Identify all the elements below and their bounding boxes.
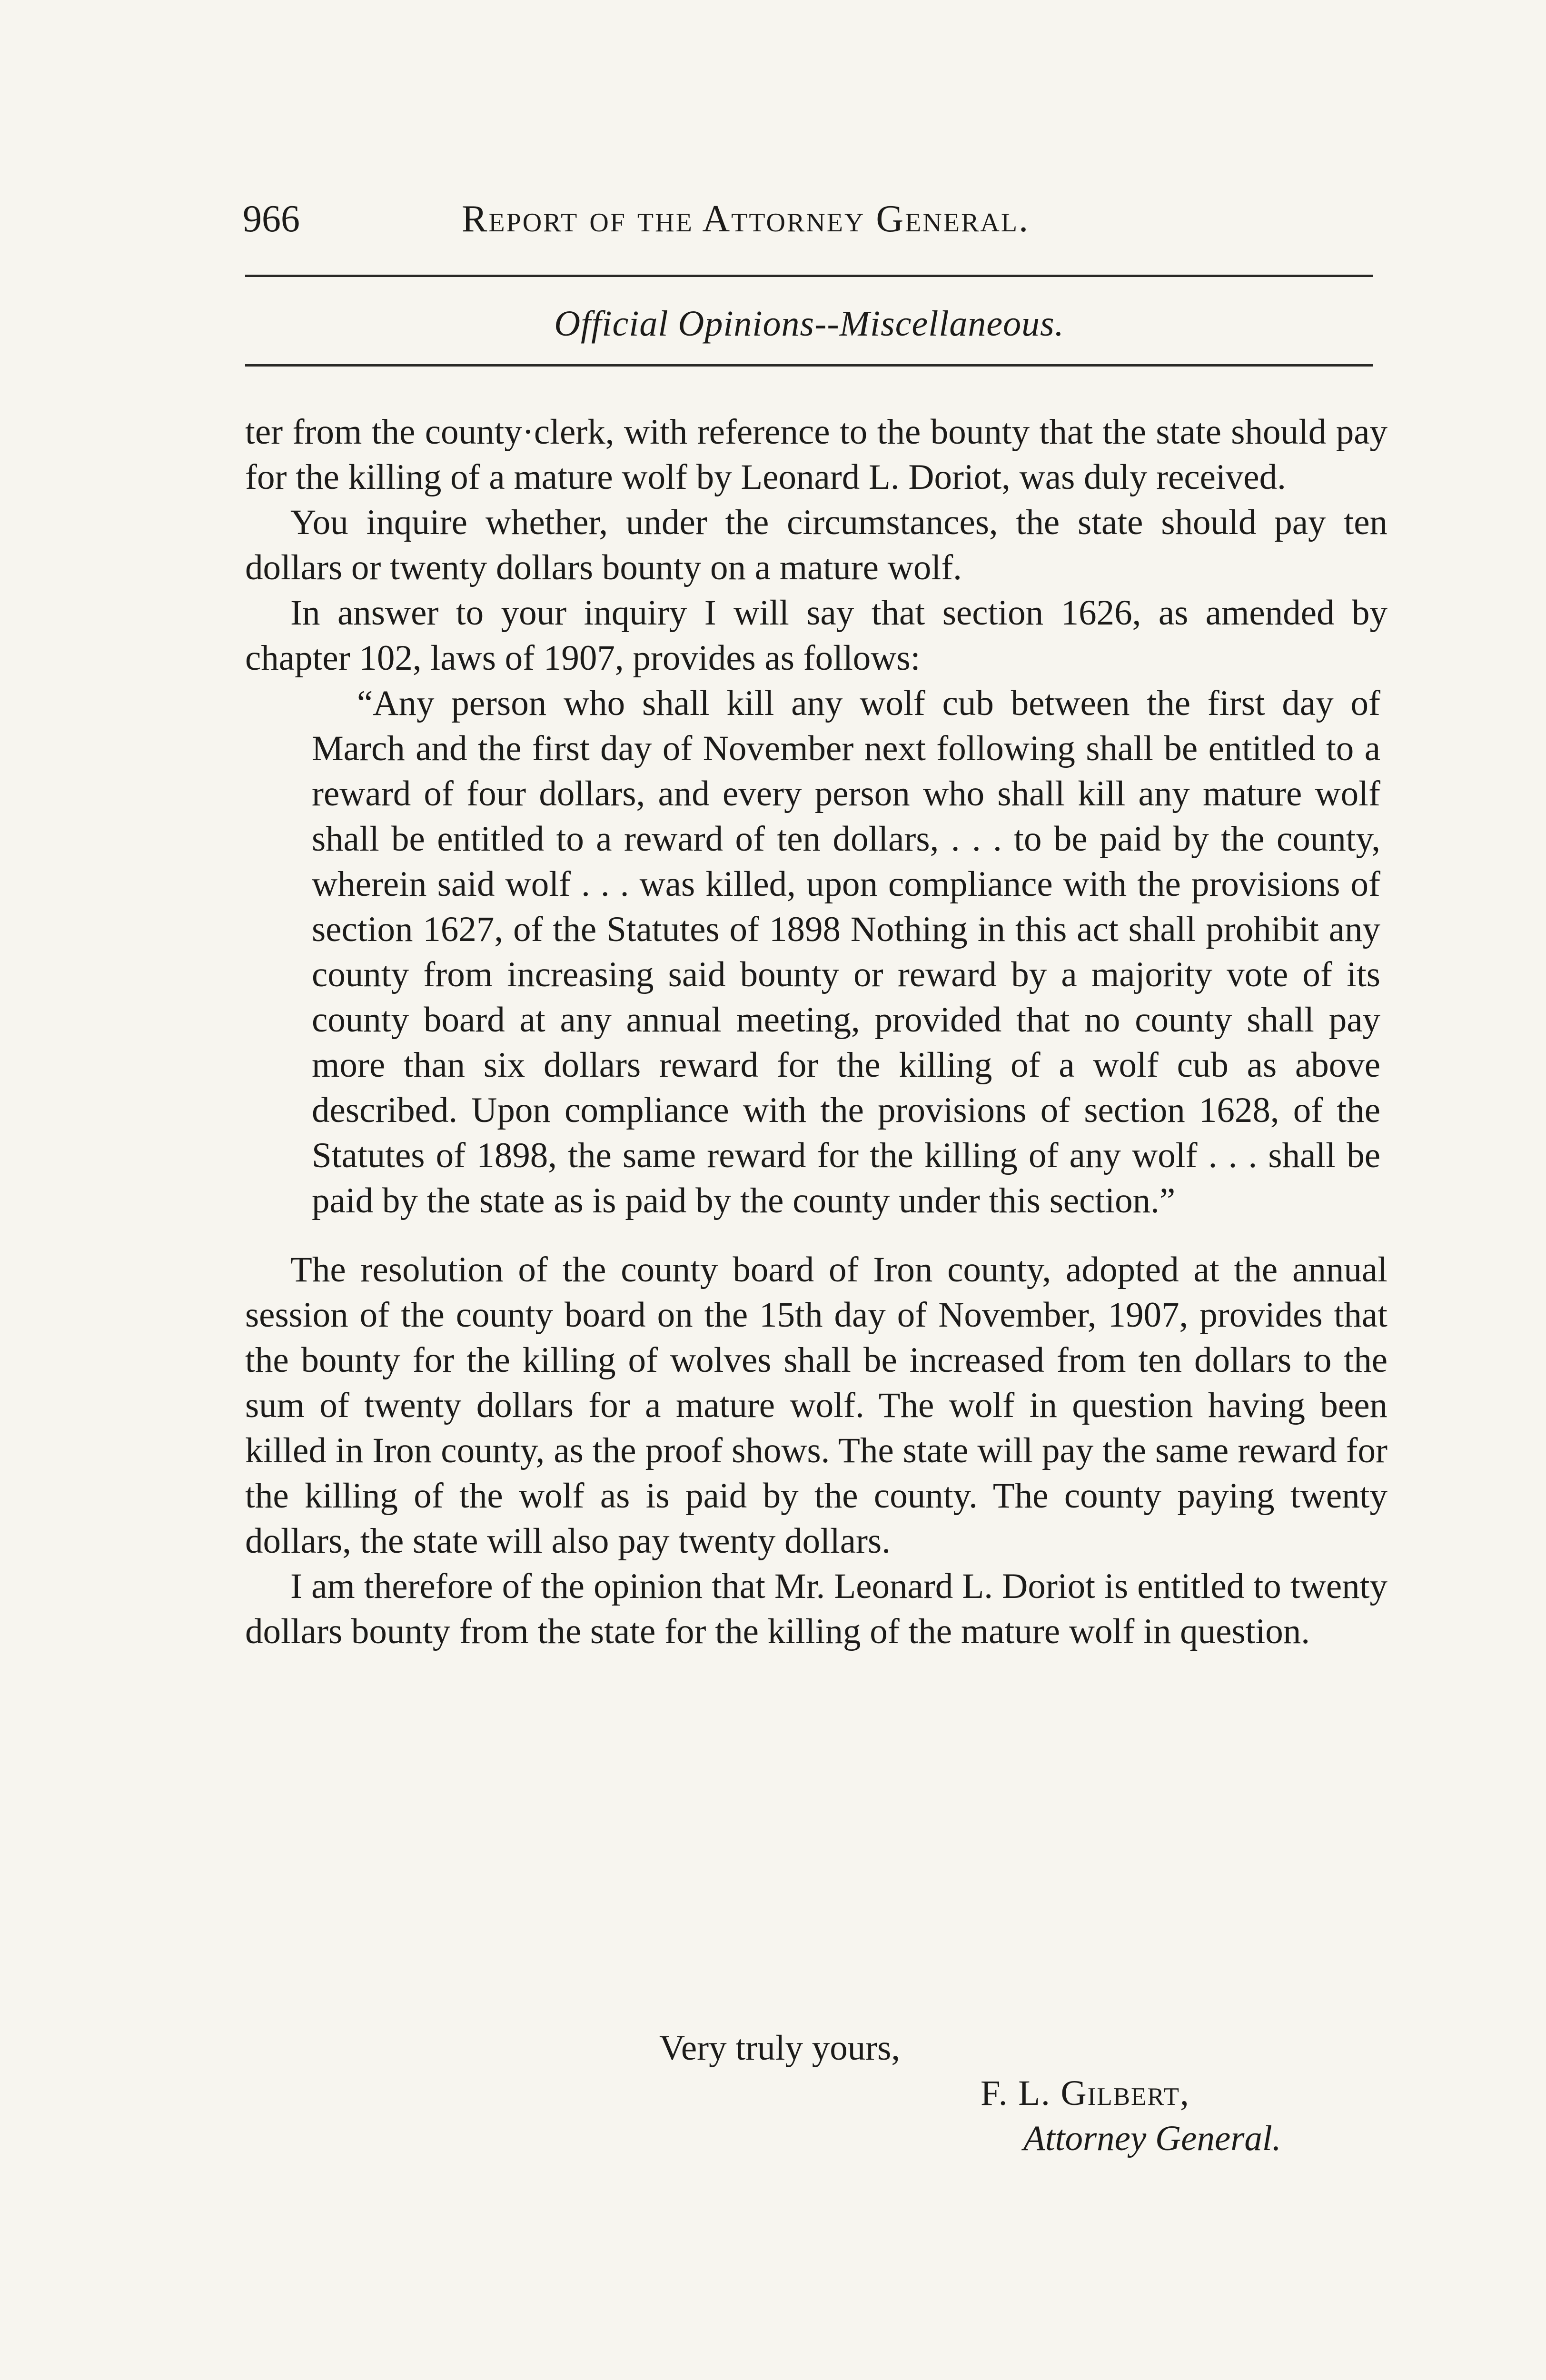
running-head (243, 190, 1376, 248)
statute-quotation: “Any person who shall kill any wolf cub between the first day of March and the first day of November next following shall be entitled to a reward of four dollars, and every person who shall kill any mature wolf shall be entitled to a reward of ten dollars, . . . to be paid by the county, wherein said wolf . . . was killed, upon compliance with the provisions of section 1627, of the Statutes of 1898 Nothing in this act shall prohibit any county from increasing said bounty or reward by a majority vote of its county board at any annual meeting, provided that no county shall pay more than six dollars reward for the killing of a wolf cub as above described. Upon compliance with the provisions of section 1628, of the Statutes of 1898, the same reward for the killing of any wolf . . . shall be paid by the state as is paid by the county under this section.” (312, 684, 1380, 1220)
opinion-body (245, 409, 1387, 1654)
running-title: Report of the Attorney General. (462, 198, 1030, 240)
spacer (245, 1223, 1387, 1247)
paragraph-opinion: I am therefore of the opinion that Mr. Leonard L. Doriot is entitled to twenty dollars bounty from the state for the killing of the mature wolf in question. (245, 1567, 1387, 1651)
closing-salutation: Very truly yours, (659, 2028, 901, 2068)
header-rule-top (245, 275, 1373, 277)
page-number: 966 (243, 198, 300, 240)
header-rule-bottom (245, 364, 1373, 367)
paragraph-answer: In answer to your inquiry I will say that section 1626, as amended by chapter 102, laws of 1907, provides as follows: (245, 593, 1387, 678)
paragraph-continued: ter from the county·clerk, with reference to the bounty that the state should pay for the killing of a mature wolf by Leonard L. Doriot, was duly received. (245, 412, 1387, 497)
signer-title: Attorney General. (1023, 2119, 1281, 2158)
paragraph-resolution: The resolution of the county board of Iron county, adopted at the annual session of the county board on the 15th day of November, 1907, provides that the bounty for the killing of wolves shall be increased from ten dollars to the sum of twenty dollars for a mature wolf. The wolf in question having been killed in Iron county, as the proof shows. The state will pay the same reward for the killing of the wolf as is paid by the county. The county paying twenty dollars, the state will also pay twenty dollars. (245, 1250, 1387, 1561)
section-title: Official Opinions--Miscellaneous. (554, 304, 1064, 344)
paragraph-inquiry: You inquire whether, under the circumstances, the state should pay ten dollars or twenty dollars bounty on a mature wolf. (245, 503, 1387, 587)
signer-name: F. L. Gilbert, (981, 2073, 1190, 2113)
